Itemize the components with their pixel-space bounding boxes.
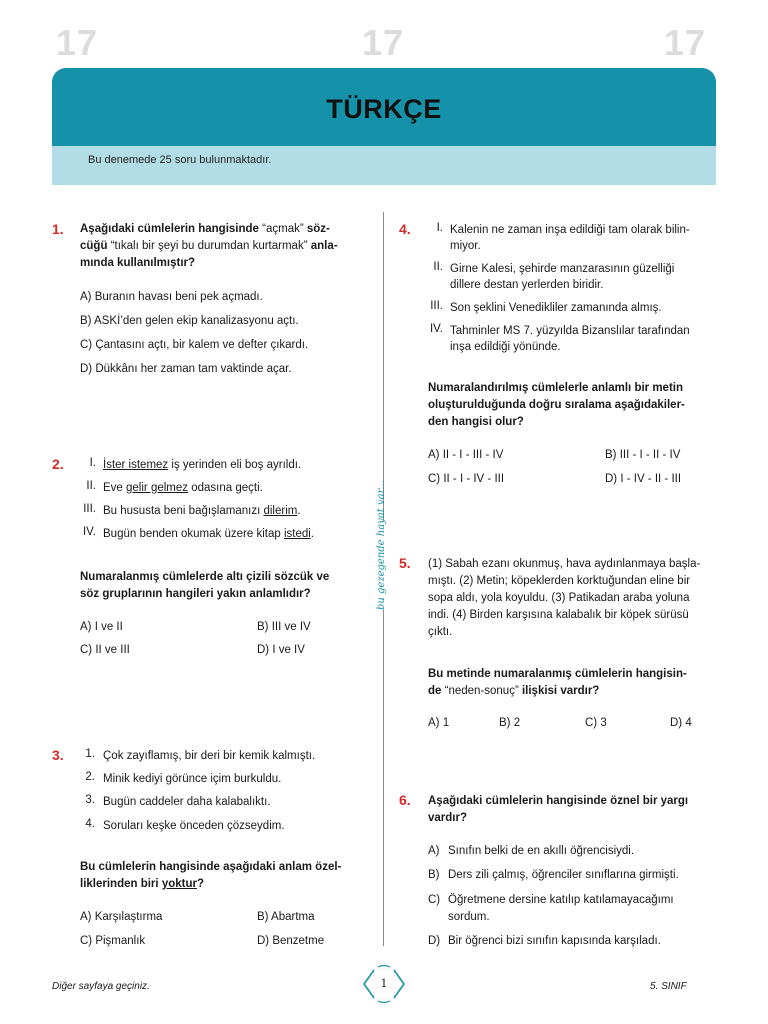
option-b[interactable]: B) III - I - II - IV <box>605 449 681 461</box>
statement-2: Minik kediyi görünce içim burkuldu. <box>103 773 282 785</box>
item-numeral: I. <box>436 222 443 234</box>
item-numeral: III. <box>83 503 96 515</box>
option-c[interactable]: C) II ve III <box>80 644 130 656</box>
item-numeral: 3. <box>85 794 95 806</box>
option-b[interactable]: B) 2 <box>499 717 521 729</box>
option-d[interactable]: D) Dükkânı her zaman tam vaktinde açar. <box>80 363 292 375</box>
option-c[interactable]: C) Çantasını açtı, bir kalem ve defter çıkardı. <box>80 339 309 351</box>
question-text-line: Numaralandırılmış cümlelerle anlamlı bir metin <box>428 382 684 394</box>
option-c[interactable]: Öğretmene dersine katılıp katılamayacağımı <box>448 894 674 906</box>
option-d[interactable]: D) 4 <box>670 717 692 729</box>
item-numeral: I. <box>89 457 96 469</box>
question-number: 1. <box>52 221 64 237</box>
option-d[interactable]: D) I - IV - II - III <box>605 473 682 485</box>
statement-3: Bu hususta beni bağışlamanızı dilerim. <box>103 505 301 517</box>
subject-banner <box>52 68 716 146</box>
statement-4: Bugün benden okumak üzere kitap istedi. <box>103 528 314 540</box>
passage-line: (1) Sabah ezanı okunmuş, hava aydınlanmaya başla- <box>428 558 701 570</box>
info-bar <box>52 146 716 185</box>
option-b[interactable]: Ders zili çalmış, öğrenciler sınıflarına girmişti. <box>448 869 679 881</box>
question-text-line: den hangisi olur? <box>428 416 524 428</box>
info-text: Bu denemede 25 soru bulunmaktadır. <box>88 154 272 166</box>
item-numeral: II. <box>433 261 443 273</box>
page-number-left: 17 <box>56 22 99 63</box>
question-number: 4. <box>399 221 411 237</box>
side-slogan: bu gezegende hayat var... <box>376 520 390 610</box>
option-a[interactable]: A) Karşılaştırma <box>80 911 163 923</box>
question-number: 5. <box>399 555 411 571</box>
item-numeral: III. <box>430 300 443 312</box>
question-text-line: oluşturulduğunda doğru sıralama aşağıdakiler- <box>428 399 685 411</box>
statement-2: Girne Kalesi, şehirde manzarasının güzelliği <box>450 263 675 275</box>
statement-1: İster istemez iş yerinden eli boş ayrıldı. <box>103 459 302 471</box>
option-c-cont[interactable]: sordum. <box>448 911 490 923</box>
question-number: 2. <box>52 456 64 472</box>
question-text-line: vardır? <box>428 812 467 824</box>
subject-title: TÜRKÇE <box>326 94 442 124</box>
question-text-line: Bu cümlelerin hangisinde aşağıdaki anlam özel- <box>80 861 342 873</box>
option-d[interactable]: Bir öğrenci bizi sınıfın kapısında karşıladı. <box>448 935 661 947</box>
option-a-label[interactable]: A) <box>428 845 440 857</box>
statement-3: Son şeklini Venedikliler zamanında almış. <box>450 302 662 314</box>
item-numeral: IV. <box>82 526 96 538</box>
statement-2: Eve gelir gelmez odasına geçti. <box>103 482 263 494</box>
question-text-line: Aşağıdaki cümlelerin hangisinde öznel bir yargı <box>428 795 689 807</box>
question-text-line: söz gruplarının hangileri yakın anlamlıdır? <box>80 588 311 600</box>
passage-line: indi. (4) Birden karşısına kalabalık bir köpek sürüsü <box>428 609 689 621</box>
item-numeral: 1. <box>85 748 95 760</box>
option-a[interactable]: A) I ve II <box>80 621 123 633</box>
option-c[interactable]: C) 3 <box>585 717 607 729</box>
page-number-right: 17 <box>664 22 707 63</box>
question-text-line: de “neden-sonuç” ilişkisi vardır? <box>428 685 600 697</box>
statement-4: Soruları keşke önceden çözseydim. <box>103 820 285 832</box>
question-text-line: liklerinden biri yoktur? <box>80 878 204 890</box>
statement-2-cont: dillere destan yerlerden biridir. <box>450 279 604 291</box>
item-numeral: 2. <box>85 771 95 783</box>
statement-4-cont: inşa edildiği yönünde. <box>450 341 561 353</box>
question-text-line: Bu metinde numaralanmış cümlelerin hangisin- <box>428 668 687 680</box>
page-number-center: 17 <box>362 22 405 63</box>
option-c[interactable]: C) Pişmanlık <box>80 935 146 947</box>
question-number: 3. <box>52 747 64 763</box>
statement-1: Kalenin ne zaman inşa edildiği tam olarak bilin- <box>450 224 690 236</box>
passage-line: çıktı. <box>428 626 453 638</box>
option-a[interactable]: A) II - I - III - IV <box>428 449 504 461</box>
item-numeral: 4. <box>85 818 95 830</box>
option-a[interactable]: A) Buranın havası beni pek açmadı. <box>80 291 263 303</box>
grade-label: 5. SINIF <box>650 981 687 992</box>
page-number-footer: 1 <box>380 977 388 990</box>
option-c-label[interactable]: C) <box>428 894 441 906</box>
option-c[interactable]: C) II - I - IV - III <box>428 473 505 485</box>
option-a[interactable]: Sınıfın belki de en akıllı öğrencisiydi. <box>448 845 635 857</box>
statement-3: Bugün caddeler daha kalabalıktı. <box>103 796 271 808</box>
question-text-line: Numaralanmış cümlelerde altı çizili sözcük ve <box>80 571 330 583</box>
option-b[interactable]: B) Abartma <box>257 911 315 923</box>
question-stem: Aşağıdaki cümlelerin hangisinde “açmak” söz- cüğü “tıkalı bir şeyi bu durumdan kurtarmak” anla- mında kullanılmıştır? <box>80 223 338 269</box>
next-page-note: Diğer sayfaya geçiniz. <box>52 981 150 992</box>
statement-4: Tahminler MS 7. yüzyılda Bizanslılar tarafından <box>450 325 690 337</box>
statement-1: Çok zayıflamış, bir deri bir kemik kalmıştı. <box>103 750 316 762</box>
item-numeral: IV. <box>429 323 443 335</box>
item-numeral: II. <box>86 480 96 492</box>
passage-line: mıştı. (2) Metin; köpeklerden korktuğundan eline bir <box>428 575 691 587</box>
option-b[interactable]: B) ASKİ’den gelen ekip kanalizasyonu açtı. <box>80 315 299 327</box>
option-a[interactable]: A) 1 <box>428 717 450 729</box>
option-b-label[interactable]: B) <box>428 869 440 881</box>
question-number: 6. <box>399 792 411 808</box>
option-d[interactable]: D) Benzetme <box>257 935 325 947</box>
passage-line: sopa aldı, yola koyuldu. (3) Patikadan araba yoluna <box>428 592 690 604</box>
option-b[interactable]: B) III ve IV <box>257 621 311 633</box>
option-d-label[interactable]: D) <box>428 935 441 947</box>
option-d[interactable]: D) I ve IV <box>257 644 305 656</box>
statement-1-cont: miyor. <box>450 240 481 252</box>
